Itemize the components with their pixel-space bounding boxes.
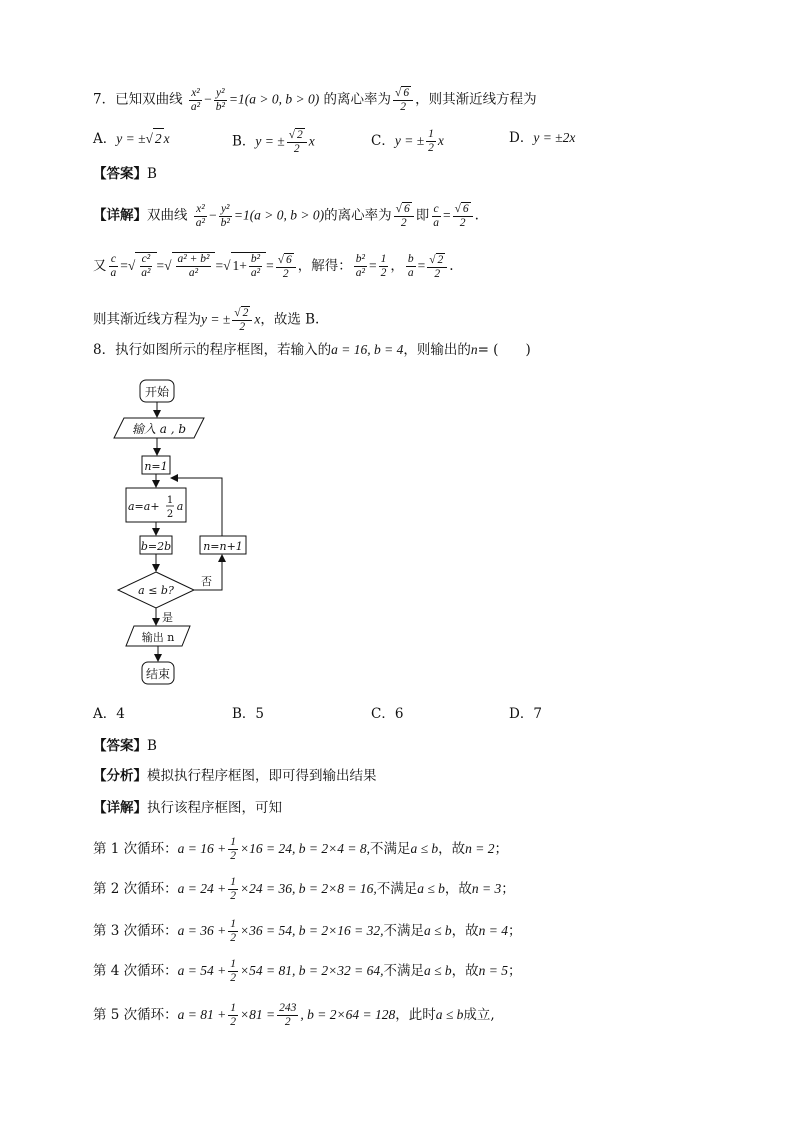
answer-tag: 【答案】: [93, 738, 147, 754]
answer-tag: 【答案】: [93, 166, 147, 182]
flow-input-label: 输入 a , b: [131, 422, 187, 436]
loop-note: 不满足: [369, 841, 411, 857]
loop-sep: ，故: [451, 963, 479, 979]
q8-stem-text-2: ，则输出的: [403, 342, 471, 358]
detail-tag: 【详解】: [93, 207, 147, 224]
loop-expr-post: ×54 = 81, b = 2×32 = 64,: [240, 963, 384, 978]
loop-cond: a ≤ b: [423, 923, 452, 938]
flow-assign-b-label: b=2b: [140, 540, 172, 553]
loop-result: n = 2: [465, 841, 495, 856]
q8-option-a: A．4: [93, 706, 125, 722]
flow-yes-label: 是: [162, 611, 173, 624]
answer-value: B: [147, 738, 157, 754]
flow-cond-label: a ≤ b?: [138, 584, 174, 597]
q7-detail-1: 【详解】双曲线 $\frac{\text{x²}}{\text{a²}}$ − $\frac{\text{y²}}{\text{b²}}$ =1(a > 0, b > 0)的离心率为 $\frac{√ 6}{2}$ 即 $\frac{c}{a}$ = $\frac{√ 6}{2}$ .: [93, 202, 479, 229]
loop-label: 第 4 次循环：: [93, 963, 178, 979]
loop-cond: a ≤ b: [417, 881, 445, 896]
detail-text: 又: [93, 258, 107, 274]
q7-stem-text-2: 的离心率为: [323, 91, 392, 108]
detail-text: 即: [415, 207, 430, 224]
loop-end: ；: [501, 881, 515, 897]
loop-expr-post: , b = 2×64 = 128: [300, 1007, 396, 1022]
answer-value: B: [147, 166, 157, 182]
loop-expr-pre: a = 36 +: [177, 923, 227, 938]
option-letter: B．: [232, 133, 256, 150]
q7-detail-3: 则其渐近线方程为y = ± $\frac{√ 2}{2}$ x，故选 B.: [93, 307, 320, 333]
q7-stem-text-3: ，则其渐近线方程为: [415, 91, 537, 108]
q8-option-d: D．7: [509, 706, 542, 722]
detail-tag: 【详解】: [93, 800, 147, 816]
flow-init-label: n=1: [144, 460, 168, 473]
frac-sqrt6-2: $\frac{√ 6}{2}$: [393, 86, 413, 114]
q7-detail-2: 又 $\frac{c}{a}$ =√ $\frac{\text{c²}}{\text{a²}}$ =√ $\frac{\text{a² + b²}}{\text{a²}}$ =√ 1+ $\frac{\text{b²}}{\text{a²}}$ = $\frac{√ 6}{2}$ ，解得： $\frac{\text{b²}}{\text{a²}}$ = $\frac{1}{2}$ ， $\frac{b}{a}$ = $\frac{√ 2}{2}$ .: [93, 253, 454, 280]
loop-expr-pre: a = 81 +: [177, 1007, 227, 1022]
q8-stem: 8．执行如图所示的程序框图，若输入的a = 16, b = 4，则输出的n= ( ): [93, 342, 531, 358]
loop-expr-post: ×16 = 24, b = 2×4 = 8,: [240, 841, 370, 856]
loop-result: n = 4: [478, 923, 509, 938]
q7-number: 7．: [93, 91, 116, 108]
loop-expr-pre: a = 16 +: [177, 841, 227, 856]
q7-answer: [93, 164, 157, 184]
detail-text: 的离心率为: [324, 207, 392, 224]
frac-x2-a2: $\frac{\text{x²}}{\text{a²}}$: [190, 86, 201, 113]
loop-label: 第 5 次循环：: [93, 1007, 178, 1023]
analysis-tag: 【分析】: [93, 768, 147, 784]
flow-end-label: 结束: [145, 667, 171, 681]
analysis-text: 模拟执行程序框图，即可得到输出结果: [147, 768, 377, 784]
flow-assign-a-tail: a: [176, 500, 184, 513]
loop-result: n = 3: [471, 881, 502, 896]
loop-expr-pre: a = 24 +: [177, 881, 227, 896]
loop-line-1: 第 1 次循环：a = 16 + $\frac{1}{2}$ ×16 = 24, b = 2×4 = 8,不满足a ≤ b，故n = 2；: [93, 836, 509, 862]
q7-option-b: B．y = ± $\frac{√ 2}{2}$ x: [232, 129, 315, 155]
detail-text: ，解得：: [297, 258, 352, 274]
loop-label: 第 2 次循环：: [93, 881, 178, 897]
detail-text: ，故选 B.: [260, 311, 320, 328]
flow-assign-a-frac-num: 1: [166, 495, 174, 506]
loop-line-2: 第 2 次循环：a = 24 + $\frac{1}{2}$ ×24 = 36, b = 2×8 = 16,不满足a ≤ b，故n = 3；: [93, 876, 515, 902]
q7-option-d: [509, 128, 575, 148]
q8-detail: [93, 798, 282, 818]
option-letter: D．: [509, 130, 534, 146]
loop-end: ；: [508, 963, 522, 979]
loop-expr-mid: ×81 =: [240, 1007, 276, 1022]
loop-sep: ，故: [451, 923, 479, 939]
loop-cond: a ≤ b: [410, 841, 439, 856]
loop-line-5: 第 5 次循环：a = 81 + $\frac{1}{2}$ ×81 = $\frac{243}{2}$ , b = 2×64 = 128，此时a ≤ b成立,: [93, 1002, 495, 1028]
loop-expr-post: ×24 = 36, b = 2×8 = 16,: [240, 881, 377, 896]
q7-option-d-value: y = ±2x: [533, 130, 576, 145]
loop-label: 第 1 次循环：: [93, 841, 178, 857]
option-letter: C．: [371, 133, 395, 149]
q7-stem: 7．已知双曲线 $\frac{\text{x²}}{\text{a²}}$ − $\frac{\text{y²}}{\text{b²}}$ =1(a > 0, b > 0) 的离心率为 $\frac{√ 6}{2}$ ，则其渐近线方程为: [93, 86, 537, 113]
loop-end: ；: [508, 923, 522, 939]
q8-option-c: C．6: [371, 706, 404, 722]
loop-cond: a ≤ b: [423, 963, 452, 978]
flow-assign-a-label: a=a+: [128, 500, 160, 513]
q8-number: 8．: [93, 342, 116, 358]
q7-stem-text: 已知双曲线: [115, 91, 183, 108]
flow-assign-a-frac-den: 2: [166, 509, 174, 520]
loop-sep: ，故: [444, 881, 472, 897]
loop-sep: ，故: [438, 841, 466, 857]
q8-input-values: a = 16, b = 4: [331, 342, 404, 357]
q7-condition: =1(a > 0, b > 0): [233, 207, 325, 223]
detail-text: 双曲线: [147, 207, 188, 224]
loop-expr-post: ×36 = 54, b = 2×16 = 32,: [240, 923, 384, 938]
q7-option-c: C．y = ± $\frac{1}{2}$ x: [371, 128, 444, 154]
flowchart: [100, 372, 260, 692]
detail-text: 则其渐近线方程为: [93, 311, 201, 328]
loop-note: 不满足: [376, 881, 418, 897]
option-letter: A．: [93, 131, 117, 147]
loop-note: ，此时: [395, 1007, 436, 1023]
detail-text: 执行该程序框图，可知: [147, 800, 282, 816]
q7-option-a: A．y = ±√ 2 x: [93, 128, 170, 149]
flow-output-label: 输出 n: [141, 631, 175, 644]
loop-end: 成立,: [463, 1007, 495, 1023]
loop-end: ；: [494, 841, 509, 857]
q8-stem-text-3: = ( ): [477, 342, 531, 358]
q8-stem-text: 执行如图所示的程序框图，若输入的: [115, 342, 332, 358]
q7-condition: =1(a > 0, b > 0): [228, 91, 320, 107]
flow-inc-label: n=n+1: [203, 540, 243, 553]
loop-expr-pre: a = 54 +: [177, 963, 227, 978]
loop-result: n = 5: [478, 963, 509, 978]
loop-note: 不满足: [383, 963, 424, 979]
loop-note: 不满足: [383, 923, 424, 939]
flow-start-label: 开始: [144, 385, 170, 399]
loop-cond: a ≤ b: [435, 1007, 464, 1022]
q8-answer: [93, 736, 157, 756]
q8-option-b: B．5: [232, 706, 265, 722]
loop-line-4: 第 4 次循环：a = 54 + $\frac{1}{2}$ ×54 = 81, b = 2×32 = 64,不满足a ≤ b，故n = 5；: [93, 958, 522, 984]
loop-line-3: 第 3 次循环：a = 36 + $\frac{1}{2}$ ×36 = 54, b = 2×16 = 32,不满足a ≤ b，故n = 4；: [93, 918, 522, 944]
flow-no-label: 否: [201, 575, 212, 588]
frac-y2-b2: $\frac{\text{y²}}{\text{b²}}$: [215, 86, 225, 113]
q8-analysis: [93, 766, 377, 786]
loop-label: 第 3 次循环：: [93, 923, 178, 939]
